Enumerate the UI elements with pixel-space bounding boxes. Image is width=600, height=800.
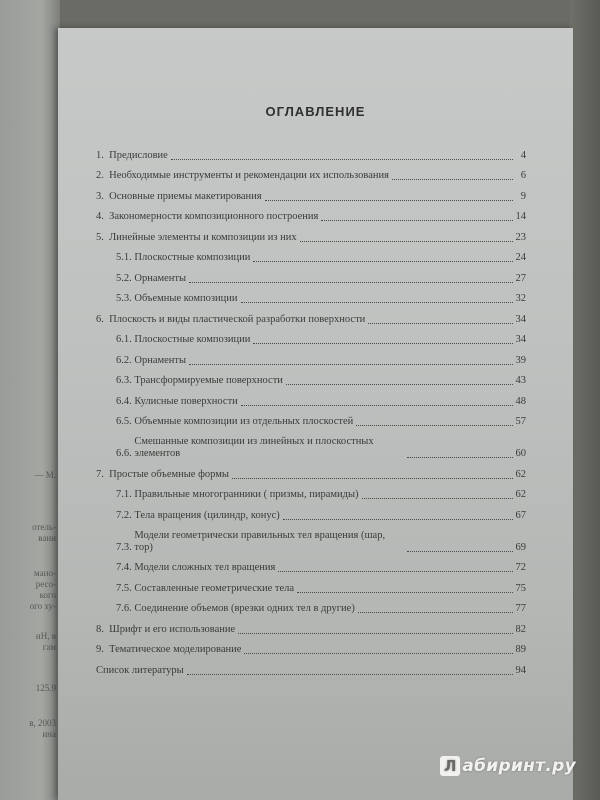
toc-dot-leader [238, 633, 512, 634]
toc-entry-title: Составленные геометрические тела [134, 582, 295, 594]
labirint-logo-icon: Л [440, 756, 460, 776]
toc-dot-leader [187, 674, 513, 675]
toc-entry-title: Линейные элементы и композиции из них [109, 231, 297, 243]
toc-entry-title: Орнаменты [134, 272, 187, 284]
toc-entry-number: 6.1. [116, 334, 135, 345]
left-page-text: нН, в [35, 631, 56, 641]
toc-dot-leader [362, 498, 513, 499]
toc-entry-title: Закономерности композиционного построения [109, 211, 319, 222]
toc-entry [96, 165, 526, 186]
left-page-text: в, 2003 [29, 718, 56, 728]
toc-page-number: 34 [515, 334, 526, 345]
toc-dot-leader [286, 384, 513, 385]
toc-entry [96, 557, 526, 578]
toc-entry-title: Плоскостные композиции [134, 252, 251, 263]
left-page-text: гам [42, 642, 56, 652]
toc-entry-title: Смешанные композиции из линейных и плоскостных элементов [134, 436, 374, 459]
toc-entry [96, 144, 526, 165]
toc-entry [96, 411, 526, 432]
toc-entry-number: 5.3. [116, 293, 135, 304]
toc-entry-title: Плоскостные композиции [134, 334, 251, 345]
toc-page-number: 89 [515, 644, 526, 655]
left-page-text: кого [39, 590, 56, 600]
toc-entry-title: Необходимые инструменты и рекомендации их использования [109, 170, 389, 181]
toc-page-number: 43 [515, 375, 526, 386]
toc-dot-leader [297, 592, 512, 593]
toc-entry [96, 206, 526, 227]
toc-entry-title: Основные приемы макетирования [109, 190, 262, 202]
toc-entry-title: Предисловие [109, 149, 168, 161]
toc-page-number: 34 [515, 313, 526, 325]
toc-page-number: 60 [515, 448, 526, 459]
toc-dot-leader [356, 425, 512, 426]
left-page-text: мано- [34, 568, 56, 578]
toc-entry-title: Тела вращения (цилиндр, конус) [134, 509, 280, 521]
toc-entry [96, 308, 526, 329]
toc-page-number: 4 [520, 149, 526, 161]
toc-entry [96, 577, 526, 598]
toc-entry [96, 618, 526, 639]
toc-page-number: 39 [515, 354, 526, 366]
table-of-contents [96, 144, 526, 680]
toc-dot-leader [407, 551, 512, 552]
toc-page-number: 94 [515, 664, 526, 676]
toc-entry-number: 7.3. [116, 541, 135, 553]
toc-entry [96, 431, 526, 463]
toc-entry-number: 6.5. [116, 416, 135, 427]
toc-dot-leader [189, 364, 512, 365]
toc-dot-leader [232, 478, 513, 479]
toc-entry-number: 7.1. [116, 489, 135, 500]
toc-entry-number: 2. [96, 170, 110, 181]
toc-dot-leader [253, 343, 512, 344]
toc-entry-title: Простые объемные формы [109, 468, 229, 480]
toc-entry [96, 390, 526, 411]
toc-entry [96, 598, 526, 619]
toc-dot-leader [321, 220, 512, 221]
left-page-text: ина [42, 729, 56, 739]
toc-page-number: 27 [515, 272, 526, 284]
toc-entry-title: Модели сложных тел вращения [134, 562, 276, 573]
toc-page-number: 24 [515, 252, 526, 263]
toc-entry-number: 3. [96, 190, 110, 202]
left-page-text: ого ху- [29, 601, 56, 611]
toc-entry-number: 1. [96, 149, 110, 161]
toc-page-number: 77 [515, 603, 526, 614]
toc-dot-leader [407, 457, 512, 458]
toc-entry-number: 4. [96, 211, 110, 222]
toc-page-number: 23 [515, 231, 526, 243]
book-page [58, 28, 573, 800]
toc-entry [96, 525, 526, 557]
toc-page-number: 67 [515, 509, 526, 521]
toc-entry [96, 226, 526, 247]
toc-dot-leader [241, 405, 513, 406]
toc-dot-leader [189, 282, 512, 283]
left-page-text: вани [38, 533, 56, 543]
toc-entry [96, 185, 526, 206]
left-page-text: ресо- [35, 579, 56, 589]
toc-dot-leader [358, 612, 513, 613]
toc-dot-leader [368, 323, 512, 324]
left-facing-page [0, 0, 60, 800]
toc-dot-leader [300, 241, 513, 242]
toc-dot-leader [241, 302, 513, 303]
left-page-text: отель- [32, 522, 56, 532]
background-surface [570, 0, 600, 800]
toc-dot-leader [253, 261, 512, 262]
toc-entry-number: 5.2. [116, 272, 135, 284]
toc-entry-title: Трансформируемые поверхности [134, 375, 283, 386]
toc-entry-title: Список литературы [96, 664, 184, 676]
toc-entry [96, 329, 526, 350]
toc-entry-number: 7.6. [116, 603, 135, 614]
toc-entry-title: Правильные многогранники ( призмы, пирамиды) [134, 489, 359, 500]
toc-page-number: 57 [515, 416, 526, 427]
toc-entry-title: Соединение объемов (врезки одних тел в другие) [134, 603, 355, 614]
toc-page-number: 48 [515, 395, 526, 407]
toc-dot-leader [278, 571, 512, 572]
toc-page-number: 9 [520, 190, 526, 202]
toc-page-number: 62 [515, 468, 526, 480]
toc-entry-number: 9. [96, 644, 110, 655]
left-page-text: 125.9 [35, 683, 56, 693]
toc-entry [96, 639, 526, 660]
toc-entry-title: Модели геометрически правильных тел вращения (шар, тор) [134, 529, 386, 553]
toc-entry-title: Объемные композиции [134, 293, 238, 304]
toc-dot-leader [265, 200, 513, 201]
toc-entry-number: 7.2. [116, 509, 135, 521]
toc-entry-title: Объемные композиции из отдельных плоскостей [134, 416, 354, 427]
toc-dot-leader [283, 519, 513, 520]
left-page-text: — М. [34, 470, 56, 480]
toc-page-number: 69 [515, 541, 526, 553]
page-title: ОГЛАВЛЕНИЕ [265, 104, 366, 119]
toc-page-number: 75 [515, 582, 526, 594]
toc-entry-title: Орнаменты [134, 354, 187, 366]
toc-entry [96, 463, 526, 484]
toc-entry-number: 7.4. [116, 562, 135, 573]
toc-entry-number: 6.6. [116, 448, 135, 459]
toc-entry-number: 7.5. [116, 582, 135, 594]
toc-page-number: 14 [515, 211, 526, 222]
toc-entry-number: 7. [96, 468, 110, 480]
toc-entry [96, 370, 526, 391]
toc-dot-leader [171, 159, 513, 160]
toc-entry [96, 288, 526, 309]
toc-entry-number: 5. [96, 231, 110, 243]
toc-entry-number: 6.3. [116, 375, 135, 386]
toc-page-number: 62 [515, 489, 526, 500]
toc-dot-leader [392, 179, 513, 180]
toc-entry [96, 349, 526, 370]
toc-entry-title: Тематическое моделирование [109, 644, 242, 655]
toc-entry-title: Плоскость и виды пластической разработки поверхности [109, 313, 366, 325]
toc-entry [96, 247, 526, 268]
toc-dot-leader [244, 653, 512, 654]
toc-entry-title: Шрифт и его использование [109, 623, 236, 635]
toc-entry [96, 504, 526, 525]
watermark-text: абиринт.ру [462, 756, 576, 776]
toc-page-number: 72 [515, 562, 526, 573]
toc-entry [96, 659, 526, 680]
toc-page-number: 32 [515, 293, 526, 304]
toc-entry-number: 5.1. [116, 252, 135, 263]
toc-entry-title: Кулисные поверхности [134, 395, 238, 407]
toc-entry-number: 6. [96, 313, 110, 325]
toc-entry-number: 6.2. [116, 354, 135, 366]
toc-entry-number: 6.4. [116, 395, 135, 407]
toc-page-number: 82 [515, 623, 526, 635]
toc-entry [96, 484, 526, 505]
toc-page-number: 6 [520, 170, 526, 181]
toc-entry-number: 8. [96, 623, 110, 635]
toc-entry [96, 267, 526, 288]
watermark [440, 756, 576, 776]
